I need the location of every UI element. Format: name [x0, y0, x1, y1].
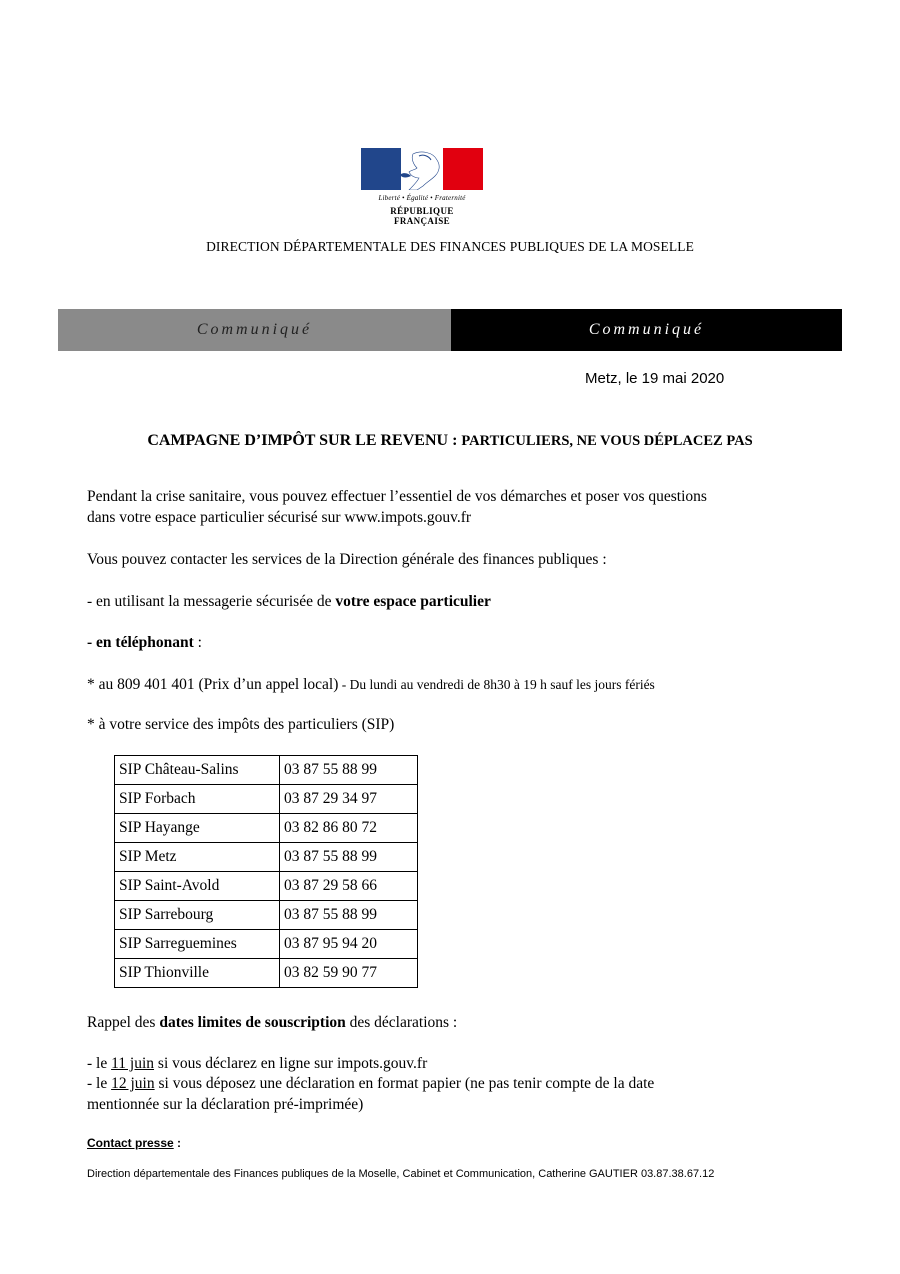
- intro-line-1: Pendant la crise sanitaire, vous pouvez effectuer l’essentiel de vos démarches et poser vos questions: [87, 488, 707, 505]
- sip-name-cell: SIP Saint-Avold: [115, 872, 280, 901]
- headline-part2: PARTICULIERS, NE VOUS DÉPLACEZ PAS: [461, 433, 753, 449]
- deadline-online-suffix: si vous déclarez en ligne sur impots.gouv.fr: [154, 1055, 428, 1072]
- deadline-paper-date: 12 juin: [111, 1075, 155, 1092]
- table-row: [115, 872, 418, 901]
- deadline-paper: [87, 1075, 654, 1093]
- table-row: [115, 756, 418, 785]
- republique-francaise-logo: [361, 148, 483, 226]
- contact-details: Direction départementale des Finances publiques de la Moselle, Cabinet et Communication, Catherine GAUTIER 03.87.38.67.12: [87, 1168, 715, 1180]
- sip-phone-cell: 03 87 55 88 99: [280, 756, 418, 785]
- deadline-online: [87, 1055, 427, 1073]
- headline-part1: CAMPAGNE D’IMPÔT SUR LE REVENU :: [147, 432, 462, 449]
- phone-line: [87, 634, 202, 652]
- sip-phone-cell: 03 87 29 34 97: [280, 785, 418, 814]
- deadline-paper-line2: mentionnée sur la déclaration pré-imprimée): [87, 1096, 364, 1113]
- banner-right-label: Communiqué: [451, 309, 842, 351]
- deadlines-intro-suffix: des déclarations :: [345, 1014, 458, 1031]
- table-row: [115, 843, 418, 872]
- deadline-online-prefix: - le: [87, 1055, 112, 1072]
- phone-number-line: [87, 676, 655, 694]
- intro-line-2: dans votre espace particulier sécurisé sur www.impots.gouv.fr: [87, 509, 472, 526]
- date-line: Metz, le 19 mai 2020: [585, 370, 725, 387]
- phone-bold: - en téléphonant: [87, 634, 194, 651]
- contact-title-suffix: :: [173, 1136, 182, 1150]
- sip-name-cell: SIP Thionville: [115, 959, 280, 988]
- table-row: [115, 785, 418, 814]
- deadline-online-date: 11 juin: [111, 1055, 155, 1072]
- messaging-bold: votre espace particulier: [335, 593, 491, 610]
- sip-name-cell: SIP Sarreguemines: [115, 930, 280, 959]
- table-row: [115, 901, 418, 930]
- sip-phone-cell: 03 82 59 90 77: [280, 959, 418, 988]
- department-title: DIRECTION DÉPARTEMENTALE DES FINANCES PUBLIQUES DE LA MOSELLE: [206, 239, 694, 254]
- deadline-paper-prefix: - le: [87, 1075, 112, 1092]
- sip-name-cell: SIP Hayange: [115, 814, 280, 843]
- contact-title-text: Contact presse: [87, 1136, 174, 1150]
- sip-phone-cell: 03 87 55 88 99: [280, 843, 418, 872]
- phone-number: * au 809 401 401 (Prix d’un appel local): [87, 676, 339, 693]
- messaging-prefix: - en utilisant la messagerie sécurisée de: [87, 593, 336, 610]
- contact-title: [87, 1136, 181, 1150]
- table-row: [115, 814, 418, 843]
- republic-motto: Liberté • Égalité • Fraternité: [378, 194, 466, 202]
- banner-left-label: Communiqué: [58, 309, 451, 351]
- sip-name-cell: SIP Forbach: [115, 785, 280, 814]
- marianne-profile-icon: [361, 148, 483, 190]
- deadline-paper-suffix: si vous déposez une déclaration en format papier (ne pas tenir compte de la date: [154, 1075, 655, 1092]
- republic-name: RÉPUBLIQUE FRANÇAISE: [390, 206, 454, 226]
- deadlines-intro: [87, 1014, 457, 1032]
- sip-phone-cell: 03 87 29 58 66: [280, 872, 418, 901]
- table-row: [115, 930, 418, 959]
- sip-phone-cell: 03 87 95 94 20: [280, 930, 418, 959]
- sip-table: [114, 755, 418, 988]
- sip-name-cell: SIP Sarrebourg: [115, 901, 280, 930]
- sip-phone-cell: 03 82 86 80 72: [280, 814, 418, 843]
- sip-phone-cell: 03 87 55 88 99: [280, 901, 418, 930]
- contact-intro: Vous pouvez contacter les services de la Direction générale des finances publiques :: [87, 551, 607, 568]
- phone-hours: - Du lundi au vendredi de 8h30 à 19 h sauf les jours fériés: [338, 677, 655, 692]
- sip-name-cell: SIP Château-Salins: [115, 756, 280, 785]
- table-row: [115, 959, 418, 988]
- phone-suffix: :: [193, 634, 202, 651]
- headline: [0, 432, 900, 450]
- deadlines-intro-bold: dates limites de souscription: [159, 1014, 346, 1031]
- deadlines-intro-prefix: Rappel des: [87, 1014, 160, 1031]
- communique-banner: [58, 309, 842, 351]
- sip-table-body: [115, 756, 418, 988]
- sip-name-cell: SIP Metz: [115, 843, 280, 872]
- sip-intro: * à votre service des impôts des particuliers (SIP): [87, 716, 395, 733]
- messaging-line: [87, 593, 491, 611]
